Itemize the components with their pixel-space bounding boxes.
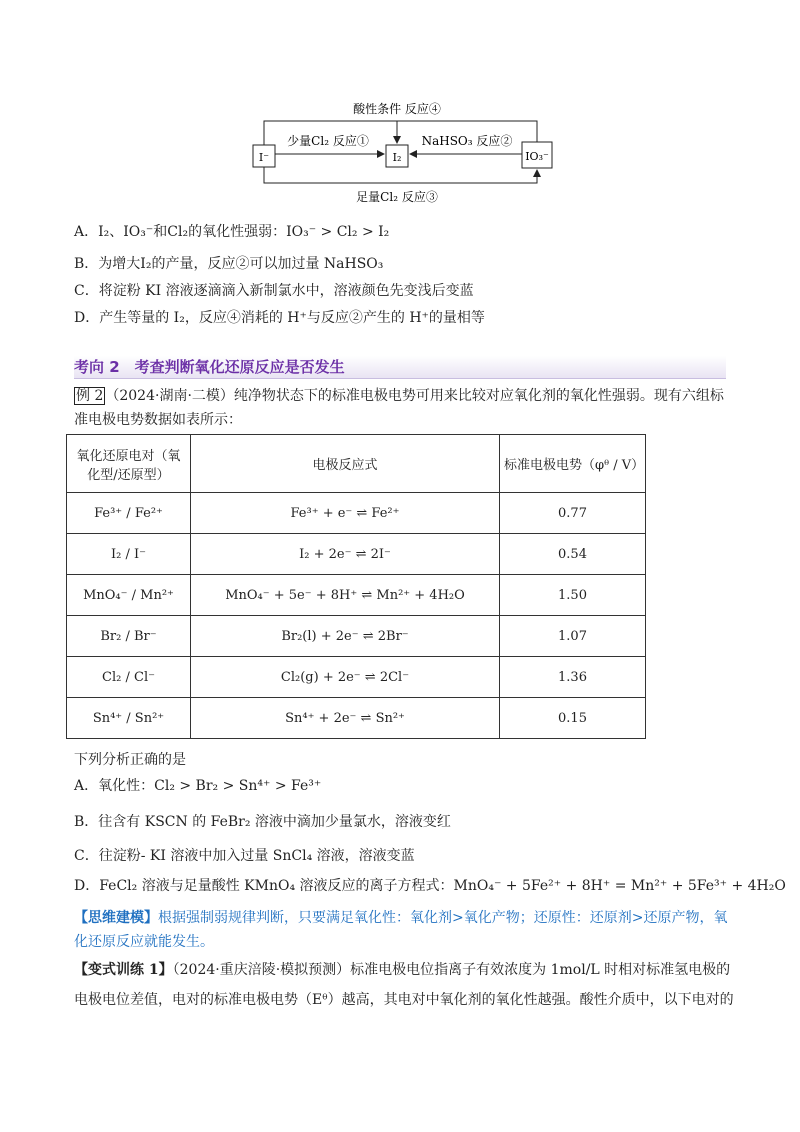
option-label: A． bbox=[74, 778, 99, 794]
cell-pair: Br₂ / Br⁻ bbox=[67, 616, 191, 657]
tip-line1 bbox=[74, 908, 727, 928]
option-text: 将淀粉 KI 溶液逐滴滴入新制氯水中，溶液颜色先变浅后变蓝 bbox=[98, 283, 474, 299]
example-text: （2024·湖南·二模）纯净物状态下的标准电极电势可用来比较对应氧化剂的氧化性强弱。现有六组标 bbox=[105, 388, 724, 404]
table-row bbox=[67, 575, 646, 616]
option-text: 氧化性：Cl₂ > Br₂ > Sn⁴⁺ > Fe³⁺ bbox=[98, 778, 322, 794]
label-reaction-1: 少量Cl₂ 反应① bbox=[287, 134, 369, 148]
section-title: 考向 2 考查判断氧化还原反应是否发生 bbox=[74, 358, 345, 376]
variant-line1 bbox=[74, 960, 730, 980]
option-label: D． bbox=[74, 310, 100, 326]
example-intro-line2: 准电极电势数据如表所示： bbox=[74, 412, 242, 428]
box-iodide-label: I⁻ bbox=[258, 151, 270, 164]
cell-pair: Fe³⁺ / Fe²⁺ bbox=[67, 493, 191, 534]
label-reaction-2: NaHSO₃ 反应② bbox=[421, 134, 513, 148]
option-d bbox=[74, 308, 485, 328]
option-label: A． bbox=[74, 224, 99, 240]
example-tag: 例 2 bbox=[76, 388, 104, 404]
header-reaction: 电极反应式 bbox=[191, 435, 500, 493]
cell-value: 0.77 bbox=[500, 493, 646, 534]
cell-pair: Cl₂ / Cl⁻ bbox=[67, 657, 191, 698]
table-row bbox=[67, 698, 646, 739]
arrow-reaction-3 bbox=[264, 167, 537, 183]
table-header-row bbox=[67, 435, 646, 493]
option-text: 往含有 KSCN 的 FeBr₂ 溶液中滴加少量氯水，溶液变红 bbox=[98, 814, 451, 830]
option-label: C． bbox=[74, 848, 99, 864]
cell-reaction: I₂ + 2e⁻ ⇌ 2I⁻ bbox=[191, 534, 500, 575]
option-text: I₂、IO₃⁻和Cl₂的氧化性强弱：IO₃⁻ > Cl₂ > I₂ bbox=[98, 224, 390, 240]
label-reaction-4: 酸性条件 反应④ bbox=[353, 102, 441, 116]
option-b bbox=[74, 812, 451, 832]
cell-reaction: Cl₂(g) + 2e⁻ ⇌ 2Cl⁻ bbox=[191, 657, 500, 698]
cell-pair: I₂ / I⁻ bbox=[67, 534, 191, 575]
cell-reaction: Sn⁴⁺ + 2e⁻ ⇌ Sn²⁺ bbox=[191, 698, 500, 739]
cell-value: 1.36 bbox=[500, 657, 646, 698]
option-d bbox=[74, 876, 786, 896]
tip-tag: 【思维建模】 bbox=[74, 910, 158, 926]
box-iodate-label: IO₃⁻ bbox=[525, 150, 549, 163]
option-a bbox=[74, 776, 321, 796]
cell-value: 0.15 bbox=[500, 698, 646, 739]
option-label: C． bbox=[74, 283, 99, 299]
variant-tag: 【变式训练 1】 bbox=[74, 962, 173, 978]
box-iodine-label: I₂ bbox=[392, 151, 402, 164]
cell-reaction: Fe³⁺ + e⁻ ⇌ Fe²⁺ bbox=[191, 493, 500, 534]
option-label: D． bbox=[74, 878, 100, 894]
header-pair: 氧化还原电对（氧化型/还原型） bbox=[67, 435, 191, 493]
table-row bbox=[67, 657, 646, 698]
option-c bbox=[74, 846, 415, 866]
tip-line2: 化还原反应就能发生。 bbox=[74, 934, 214, 950]
section-heading bbox=[74, 356, 726, 379]
table-row bbox=[67, 616, 646, 657]
cell-pair: MnO₄⁻ / Mn²⁺ bbox=[67, 575, 191, 616]
option-b bbox=[74, 254, 383, 274]
cell-value: 1.07 bbox=[500, 616, 646, 657]
cell-value: 1.50 bbox=[500, 575, 646, 616]
cell-reaction: Br₂(l) + 2e⁻ ⇌ 2Br⁻ bbox=[191, 616, 500, 657]
option-a bbox=[74, 222, 389, 242]
table-row bbox=[67, 534, 646, 575]
reaction-diagram bbox=[245, 97, 565, 207]
option-text: 往淀粉- KI 溶液中加入过量 SnCl₄ 溶液，溶液变蓝 bbox=[98, 848, 415, 864]
cell-value: 0.54 bbox=[500, 534, 646, 575]
variant-line2: 电极电位差值，电对的标准电极电势（Eᶿ）越高，其电对中氧化剂的氧化性越强。酸性介质中，以下电对的 bbox=[74, 992, 734, 1008]
option-label: B． bbox=[74, 814, 99, 830]
electrode-potential-table bbox=[66, 434, 646, 739]
cell-pair: Sn⁴⁺ / Sn²⁺ bbox=[67, 698, 191, 739]
example-intro-line1 bbox=[74, 386, 724, 406]
variant-text: （2024·重庆涪陵·模拟预测）标准电极电位指离子有效浓度为 1mol/L 时相对标准氢电极的 bbox=[172, 962, 731, 978]
option-label: B． bbox=[74, 256, 99, 272]
cell-reaction: MnO₄⁻ + 5e⁻ + 8H⁺ ⇌ Mn²⁺ + 4H₂O bbox=[191, 575, 500, 616]
option-text: 产生等量的 I₂，反应④消耗的 H⁺与反应②产生的 H⁺的量相等 bbox=[99, 310, 485, 326]
option-text: FeCl₂ 溶液与足量酸性 KMnO₄ 溶液反应的离子方程式：MnO₄⁻ + 5Fe²⁺ + 8H⁺ = Mn²⁺ + 5Fe³⁺ + 4H₂O bbox=[99, 878, 786, 894]
label-reaction-3: 足量Cl₂ 反应③ bbox=[356, 190, 438, 204]
header-potential: 标准电极电势（φᶿ / V） bbox=[500, 435, 646, 493]
option-text: 为增大I₂的产量，反应②可以加过量 NaHSO₃ bbox=[98, 256, 384, 272]
tip-text: 根据强制弱规律判断，只要满足氧化性：氧化剂>氧化产物；还原性：还原剂>还原产物，氧 bbox=[158, 910, 728, 926]
question-prompt: 下列分析正确的是 bbox=[74, 752, 186, 768]
option-c bbox=[74, 281, 474, 301]
table-row bbox=[67, 493, 646, 534]
